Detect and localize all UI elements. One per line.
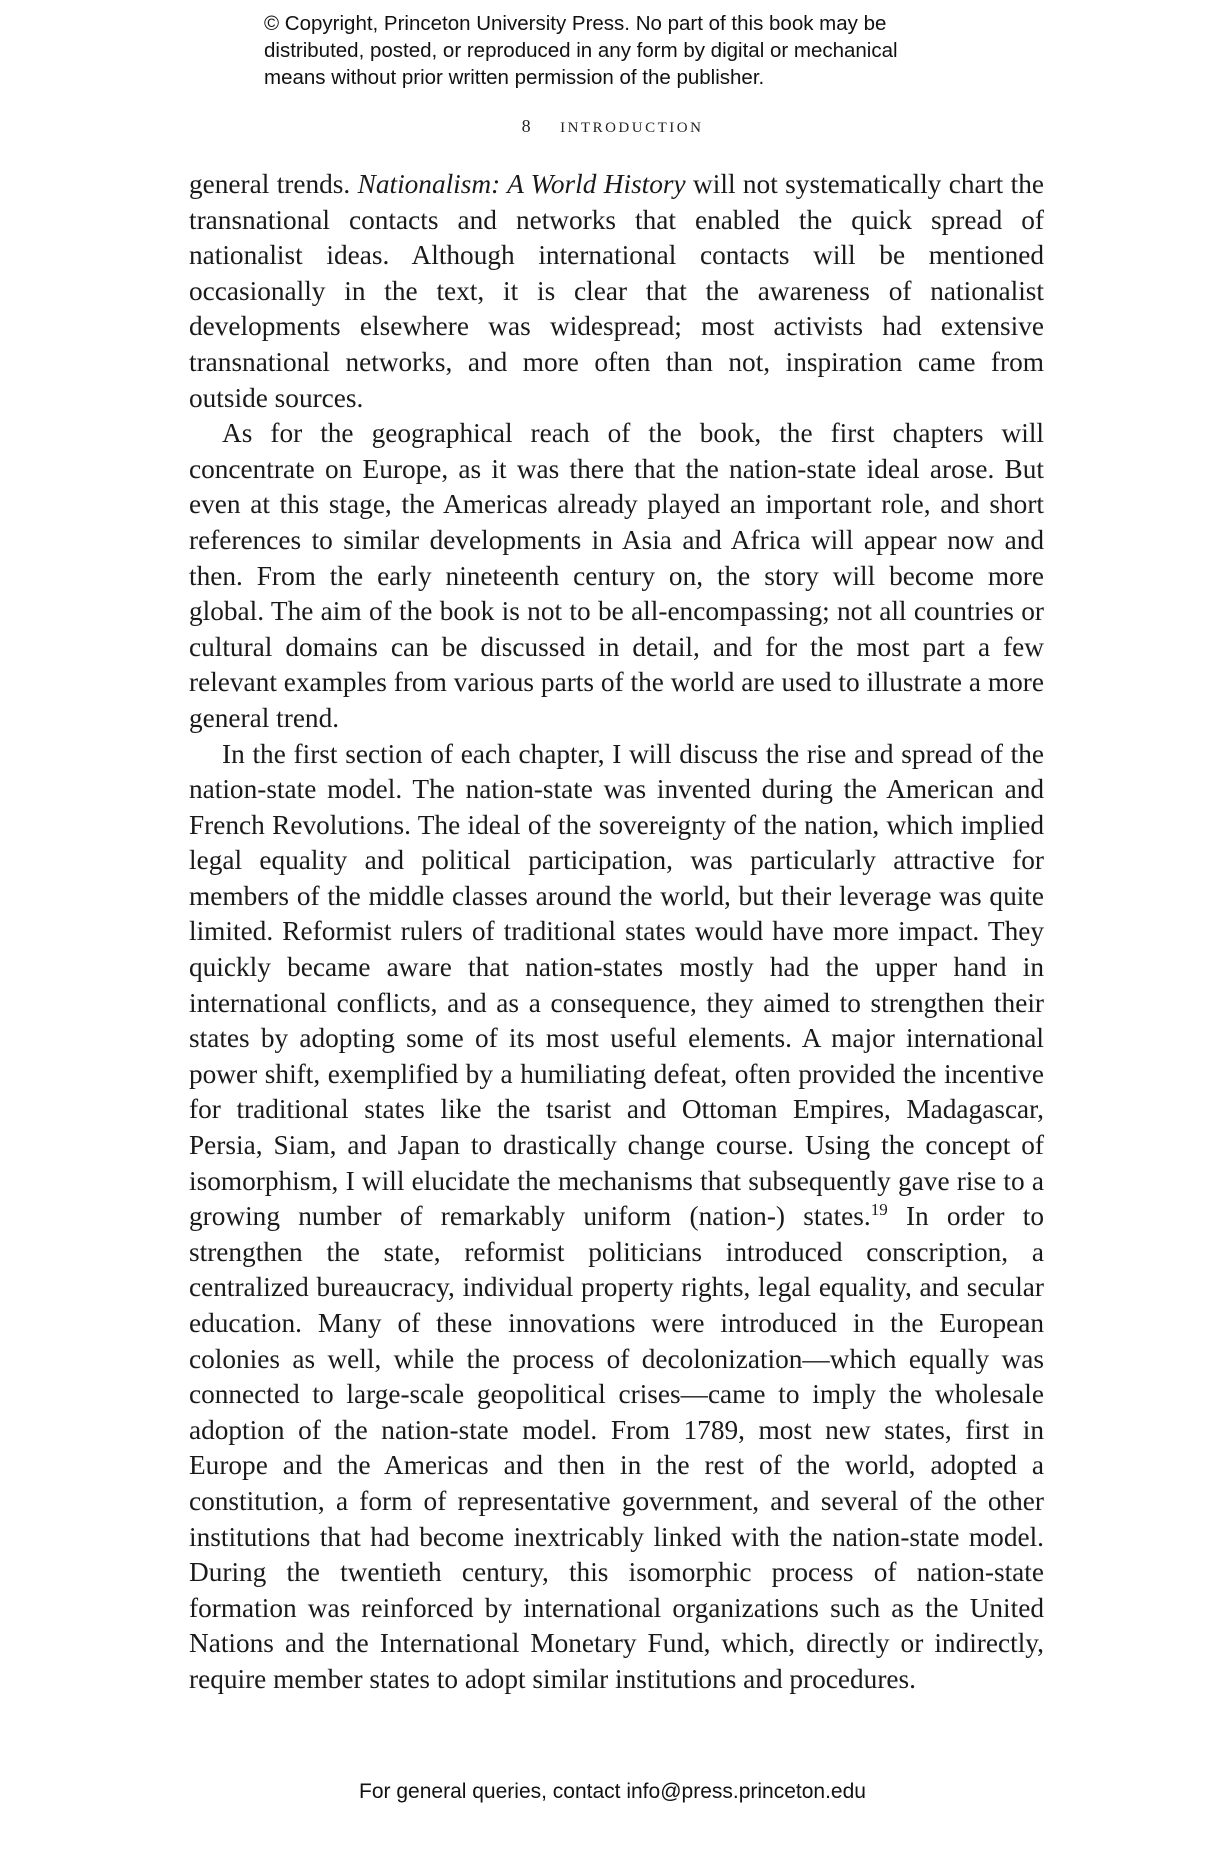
- copyright-notice: [264, 10, 1004, 91]
- body-text: [189, 167, 1044, 1698]
- copyright-line: means without prior written permission of the publisher.: [264, 66, 765, 89]
- chapter-title: introduction: [560, 113, 704, 137]
- running-head: [0, 113, 1225, 138]
- paragraph-text: will not systematically chart the transnational contacts and networks that enabled the quick spread of nationalist ideas. Although international contacts will be mentioned occasionally in the text, it is clear that the awareness of nationalist developments elsewhere was widespread; most activists had extensive transnational networks, and more often than not, inspiration came from outside sources.: [189, 169, 1045, 413]
- footnote-reference[interactable]: 19: [870, 1200, 888, 1220]
- paragraph-text: In order to strengthen the state, reformist politicians introduced conscription, a centralized bureaucracy, individual property rights, legal equality, and secular education. Many of these innovations were introduced in the European colonies as well, while the process of decolonization—which equally was connected to large-scale geopolitical crises—came to imply the wholesale adoption of the nation-state model. From 1789, most new states, first in Europe and the Americas and then in the rest of the world, adopted a constitution, a form of representative government, and several of the other institutions that had become inextricably linked with the nation-state model. During the twentieth century, this isomorphic process of nation-state formation was reinforced by international organizations such as the United Nations and the International Monetary Fund, which, directly or indirectly, require member states to adopt similar institutions and procedures.: [189, 1201, 1044, 1694]
- paragraph-text: In the first section of each chapter, I will discuss the rise and spread of the nation-state model. The nation-state was invented during the American and French Revolutions. The ideal of the sovereignty of the nation, which implied legal equality and political participation, was particularly attractive for members of the middle classes around the world, but their leverage was quite limited. Reformist rulers of traditional states would have more impact. They quickly became aware that nation-states mostly had the upper hand in international conflicts, and as a consequence, they aimed to strengthen their states by adopting some of its most useful elements. A major international power shift, exemplified by a humiliating defeat, often provided the incentive for traditional states like the tsarist and Ottoman Empires, Madagascar, Persia, Siam, and Japan to drastically change course. Using the concept of isomorphism, I will elucidate the mechanisms that subsequently gave rise to a growing number of remarkably uniform (nation-) states.: [189, 738, 1044, 1232]
- footer-contact: For general queries, contact info@press.princeton.edu: [359, 1780, 866, 1803]
- paragraph: [189, 737, 1044, 1698]
- paragraph: [189, 416, 1044, 736]
- page-number: 8: [521, 116, 531, 136]
- paragraph-text: general trends.: [189, 169, 358, 199]
- paragraph: [189, 167, 1044, 416]
- book-title: Nationalism: A World History: [357, 169, 686, 199]
- copyright-line: © Copyright, Princeton University Press. No part of this book may be: [264, 12, 887, 35]
- copyright-line: distributed, posted, or reproduced in any form by digital or mechanical: [264, 39, 898, 62]
- paragraph-text: As for the geographical reach of the book, the first chapters will concentrate on Europe, as it was there that the nation-state ideal arose. But even at this stage, the Americas already played an important role, and short references to similar developments in Asia and Africa will appear now and then. From the early nineteenth century on, the story will become more global. The aim of the book is not to be all-encompassing; not all countries or cultural domains can be discussed in detail, and for the most part a few relevant examples from various parts of the world are used to illustrate a more general trend.: [189, 418, 1044, 733]
